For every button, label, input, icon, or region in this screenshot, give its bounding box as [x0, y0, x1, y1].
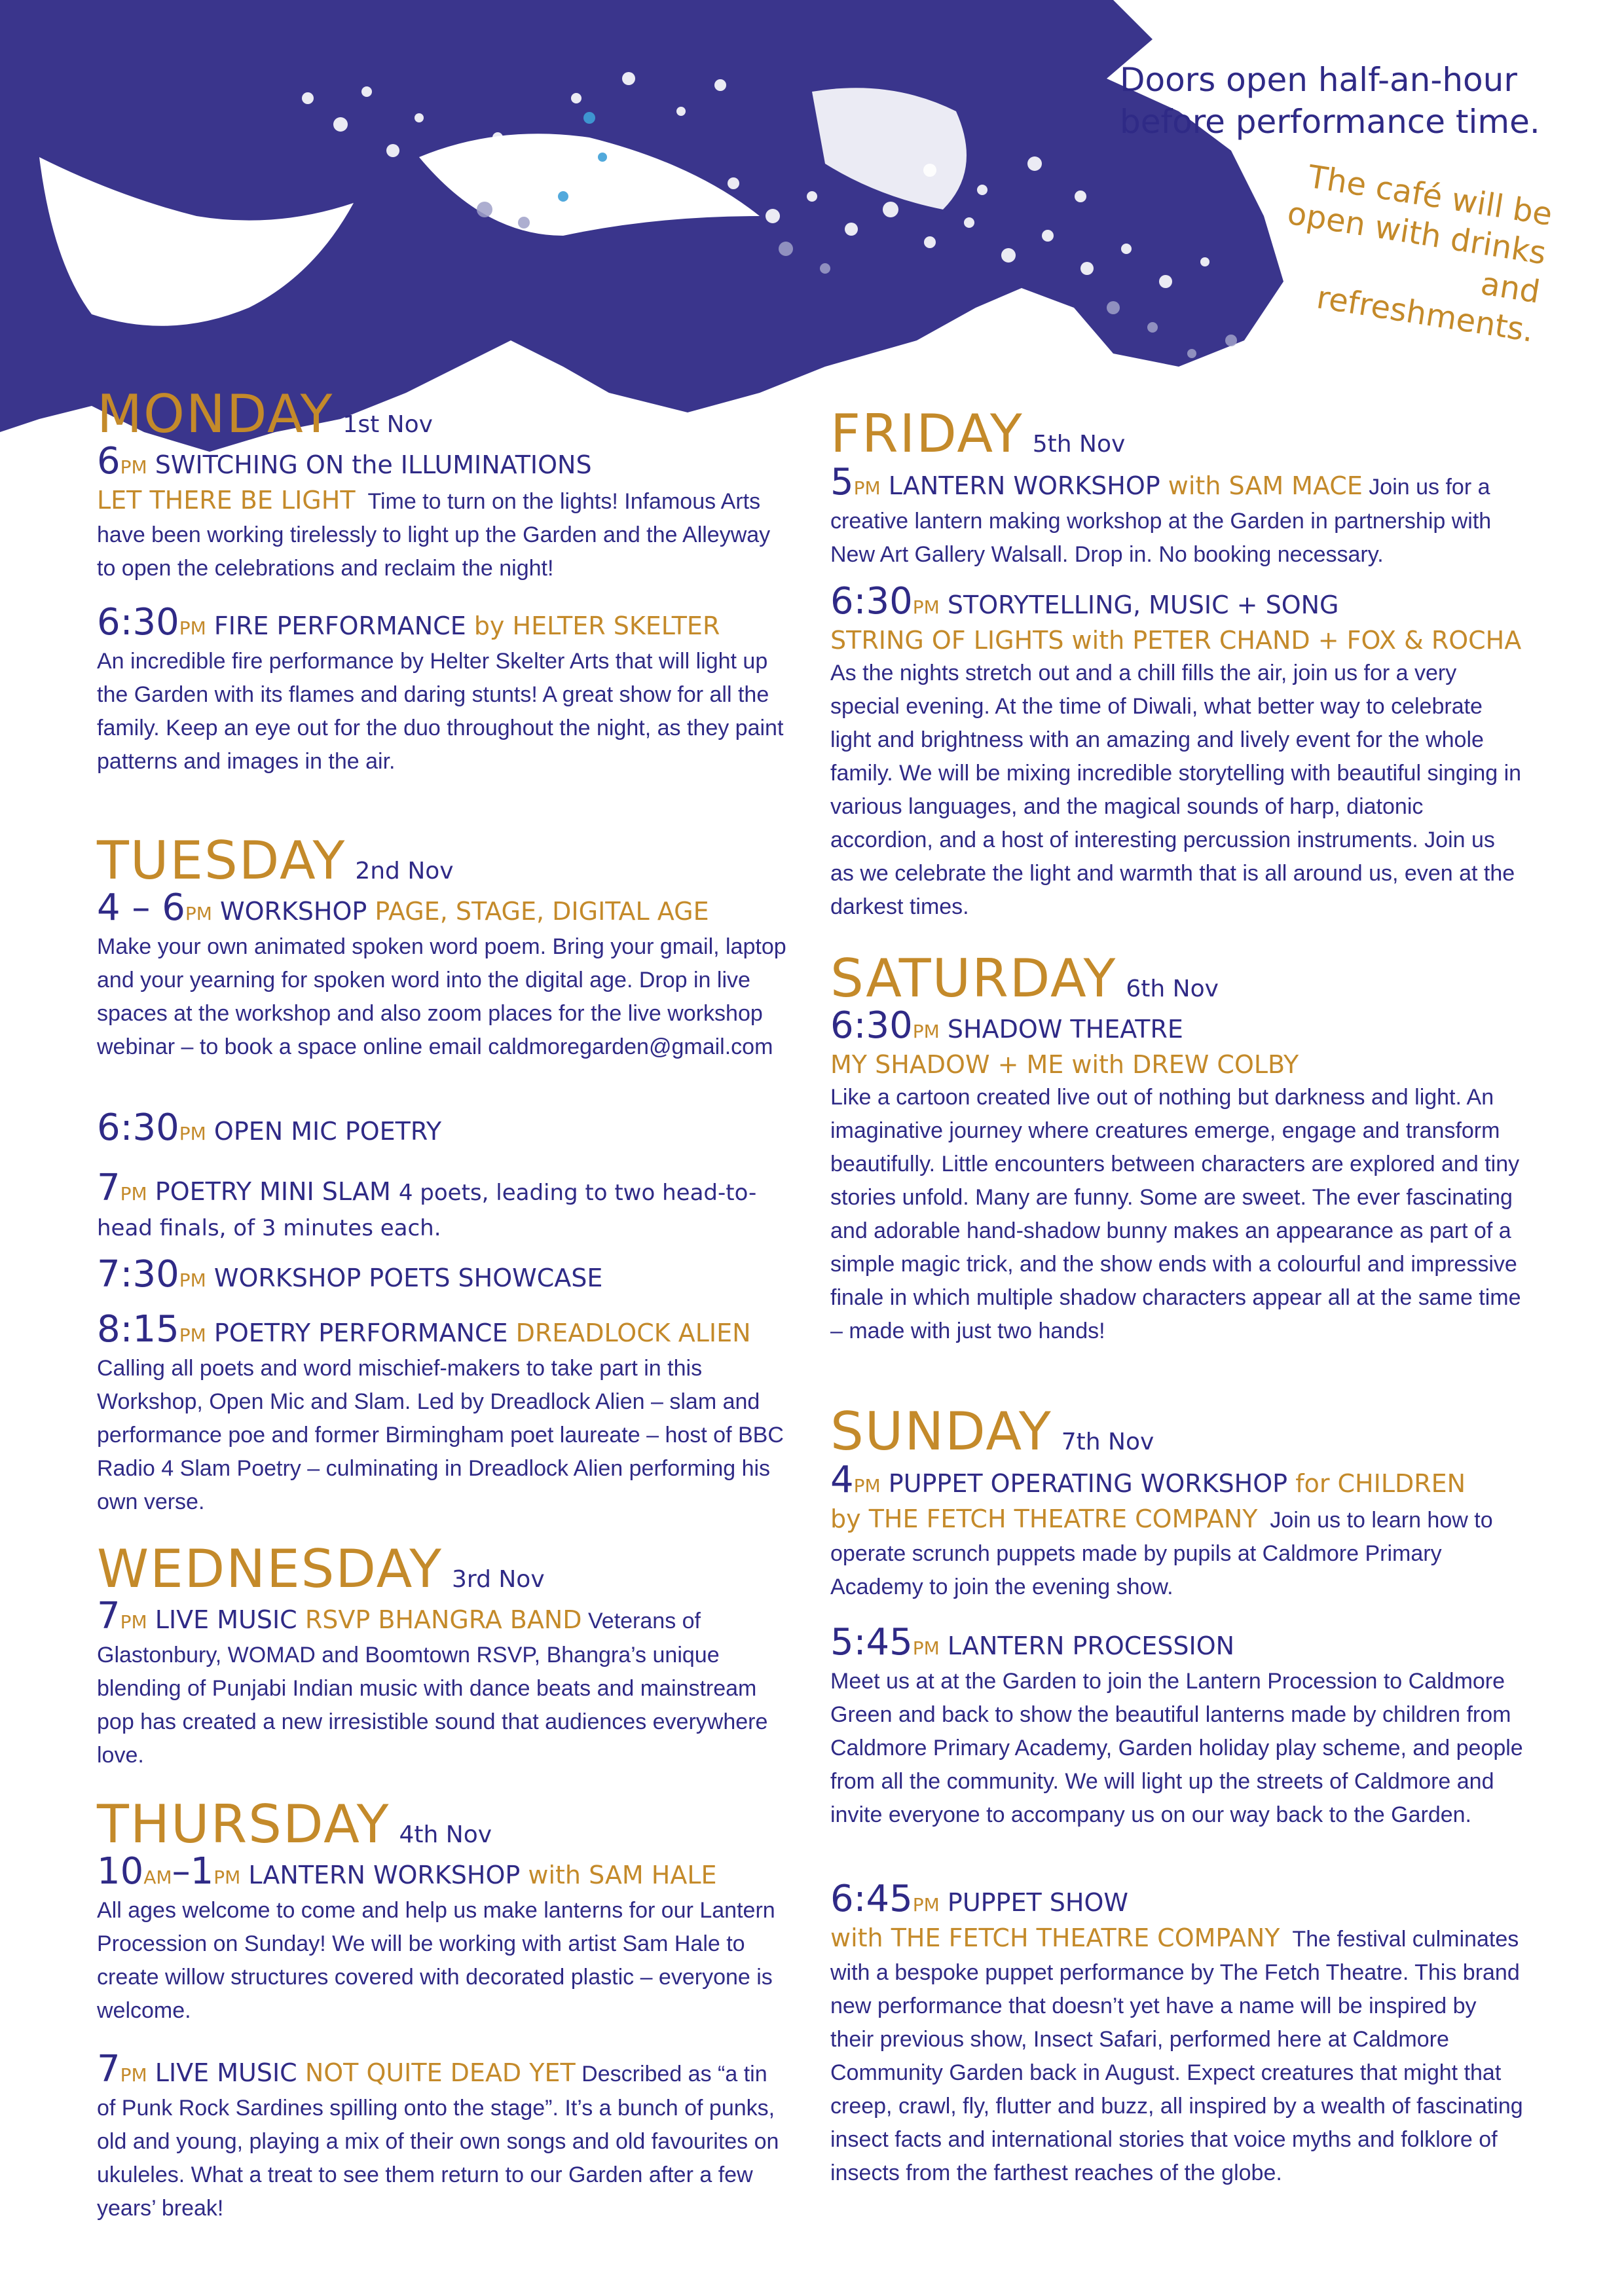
event-title: PUPPET SHOW: [947, 1888, 1128, 1917]
event-time: 10: [97, 1850, 144, 1893]
event-subtitle: by THE FETCH THEATRE COMPANY: [830, 1504, 1258, 1533]
event-title: LANTERN WORKSHOP: [248, 1861, 521, 1889]
event-title: PUPPET OPERATING WORKSHOP: [888, 1469, 1288, 1498]
event-subtitle: STRING OF LIGHTS with PETER CHAND + FOX & ROCHA: [830, 626, 1522, 655]
event-time: 6:30: [830, 580, 913, 623]
event-time-end: –1: [172, 1850, 214, 1893]
event-ampm: PM: [179, 1324, 206, 1346]
event: [97, 886, 791, 1064]
event-title-highlight: with SAM HALE: [528, 1861, 717, 1889]
event-description: Make your own animated spoken word poem. Bring your gmail, laptop and your yearning for spoken word into the digital age. Drop in live spaces at the workshop and also zoom places for the live workshop webinar – to book a space online email caldmoregarden@gmail.com: [97, 934, 786, 1059]
event-description: Meet us at at the Garden to join the Lantern Procession to Caldmore Green and back to show the beautiful lanterns made by children from Caldmore Primary Academy, Garden holiday play scheme, and people from all the community. We will light up the streets of Caldmore and invite everyone to accompany us on our way back to the Garden.: [830, 1669, 1523, 1827]
event-ampm-end: PM: [213, 1867, 241, 1888]
event: [97, 601, 791, 778]
event-ampm: PM: [853, 477, 881, 499]
event-title-highlight: with SAM MACE: [1168, 471, 1363, 500]
event-title: FIRE PERFORMANCE: [213, 611, 466, 640]
event-title-highlight: RSVP BHANGRA BAND: [304, 1605, 582, 1634]
event-title: LIVE MUSIC: [155, 1605, 297, 1634]
event-description: Join us for a creative lantern making workshop at the Garden in partnership with New Art Gallery Walsall. Drop in. No booking necessary.: [830, 475, 1492, 567]
event-ampm: PM: [120, 456, 147, 478]
day-tuesday: [97, 831, 791, 890]
event-ampm: PM: [912, 1021, 940, 1042]
event-time: 6:45: [830, 1878, 913, 1920]
event-title: POETRY PERFORMANCE: [213, 1319, 508, 1347]
event-time: 4: [830, 1459, 854, 1501]
day-name: FRIDAY: [830, 403, 1024, 464]
event-ampm: AM: [143, 1867, 172, 1888]
event-time: 6:30: [97, 601, 179, 644]
event: [830, 1004, 1524, 1348]
event-ampm: PM: [912, 1637, 940, 1659]
day-date: 5th Nov: [1032, 431, 1126, 458]
event-title-highlight: PAGE, STAGE, DIGITAL AGE: [375, 897, 709, 926]
event-subtitle: MY SHADOW + ME with DREW COLBY: [830, 1050, 1299, 1079]
day-thursday: [97, 1795, 791, 1854]
event-time: 6:30: [830, 1004, 913, 1047]
day-date: 1st Nov: [342, 411, 433, 438]
day-sunday: [830, 1402, 1524, 1461]
event: [97, 1167, 791, 1245]
event: [97, 1595, 791, 1772]
event-description: Calling all poets and word mischief-makers to take part in this Workshop, Open Mic and Slam. Led by Dreadlock Alien – slam and performance poe and former Birmingham poet laureate – host of BBC Radio 4 Slam Poetry – culminating in Dreadlock Alien performing his own verse.: [97, 1356, 784, 1514]
event-title-highlight: DREADLOCK ALIEN: [515, 1319, 751, 1347]
event: [830, 1878, 1524, 2190]
day-name: TUESDAY: [97, 830, 346, 891]
event-description: Time to turn on the lights! Infamous Arts have been working tirelessly to light up the Garden and the Alleyway to open the celebrations and reclaim the night!: [97, 489, 771, 581]
cafe-notice: The café will be open with drinks and refreshments.: [1285, 158, 1555, 350]
event: [97, 2048, 791, 2225]
event-title: STORYTELLING, MUSIC + SONG: [947, 591, 1339, 619]
event: [97, 440, 791, 585]
event-description: All ages welcome to come and help us make lanterns for our Lantern Procession on Sunday! We will be working with artist Sam Hale to create willow structures covered with decorated plastic – everyone is welcome.: [97, 1898, 775, 2023]
event: [830, 461, 1524, 572]
day-name: SUNDAY: [830, 1401, 1052, 1462]
day-heading: [97, 385, 791, 444]
event-ampm: PM: [912, 1894, 940, 1916]
event-ampm: PM: [120, 1611, 147, 1633]
day-name: WEDNESDAY: [97, 1539, 443, 1599]
day-name: SATURDAY: [830, 948, 1117, 1009]
event-subtitle: with THE FETCH THEATRE COMPANY: [830, 1923, 1280, 1952]
event-ampm: PM: [853, 1475, 881, 1497]
day-saturday: [830, 949, 1524, 1008]
event-title-highlight: NOT QUITE DEAD YET: [304, 2058, 576, 2087]
event-time: 6: [97, 440, 120, 483]
day-wednesday: [97, 1540, 791, 1599]
event: [97, 1253, 791, 1297]
event-ampm: PM: [185, 903, 212, 924]
event-title: SWITCHING ON the ILLUMINATIONS: [155, 450, 592, 479]
day-date: 4th Nov: [399, 1821, 492, 1848]
event: [830, 1459, 1524, 1604]
event-time: 5: [830, 461, 854, 503]
day-name: THURSDAY: [97, 1794, 390, 1855]
event-title: LANTERN PROCESSION: [947, 1631, 1235, 1660]
event-ampm: PM: [179, 617, 206, 639]
event-title: POETRY MINI SLAM: [155, 1177, 391, 1206]
day-name: MONDAY: [97, 384, 334, 445]
event-description: Like a cartoon created live out of nothing but darkness and light. An imaginative journey where creatures emerge, engage and transform beautifully. Little encounters between characters are explored and tiny stories unfold. Many are funny. Some are sweet. The ever fascinating and adorable hand-shadow bunny makes an appearance as part of a simple magic trick, and the show ends with a colourful and impressive finale in which multiple shadow characters appear all at the same time – made with just two hands!: [830, 1085, 1521, 1343]
event-title-highlight: by HELTER SKELTER: [473, 611, 720, 640]
event-description: The festival culminates with a bespoke puppet performance by The Fetch Theatre. This brand new performance that doesn’t yet have a name will be inspired by their previous show, Insect Safari, performed here at Caldmore Community Garden back in August. Expect creatures that might that creep, crawl, fly, flutter and buzz, all inspired by a wealth of fascinating insect facts and international stories that voice myths and folklore of insects from the farthest reaches of the globe.: [830, 1927, 1523, 2185]
event: [830, 580, 1524, 924]
event-time: 7:30: [97, 1253, 179, 1296]
event-time: 8:15: [97, 1308, 179, 1351]
event: [830, 1621, 1524, 1832]
day-date: 3rd Nov: [452, 1566, 545, 1593]
event-description: 4 poets, leading to two head-to-head finals, of 3 minutes each.: [97, 1180, 757, 1241]
event-time: 4 – 6: [97, 886, 185, 929]
event-description: Veterans of Glastonbury, WOMAD and Boomtown RSVP, Bhangra’s unique blending of Punjabi Indian music with dance beats and mainstream pop has created a new irresistible sound that audiences everywhere love.: [97, 1609, 768, 1768]
day-date: 7th Nov: [1061, 1429, 1154, 1455]
event-title-highlight: for CHILDREN: [1295, 1469, 1466, 1498]
event-ampm: PM: [179, 1123, 206, 1144]
event-title: WORKSHOP POETS SHOWCASE: [213, 1264, 603, 1292]
event-time: 7: [97, 1595, 120, 1637]
doors-notice: Doors open half-an-hour before performance time.: [1120, 61, 1540, 141]
event-time: 5:45: [830, 1621, 913, 1664]
event-title: LANTERN WORKSHOP: [888, 471, 1160, 500]
event-title: SHADOW THEATRE: [947, 1015, 1183, 1044]
event-ampm: PM: [912, 596, 940, 618]
event: [97, 1106, 791, 1150]
event-title: WORKSHOP: [220, 897, 367, 926]
day-date: 2nd Nov: [355, 858, 454, 884]
event-description: Join us to learn how to operate scrunch puppets made by pupils at Caldmore Primary Academy to join the evening show.: [830, 1508, 1493, 1599]
event: [97, 1850, 791, 2028]
day-date: 6th Nov: [1126, 975, 1219, 1002]
event-title: OPEN MIC POETRY: [213, 1117, 442, 1146]
event-time: 7: [97, 1167, 120, 1209]
event-title: LIVE MUSIC: [155, 2058, 297, 2087]
event: [97, 1308, 791, 1519]
event-ampm: PM: [120, 2064, 147, 2086]
event-description: As the nights stretch out and a chill fills the air, join us for a very special evening. At the time of Diwali, what better way to celebrate light and brightness with an amazing and lively event for the whole family. We will be mixing incredible storytelling with beautiful singing in various languages, and the magical sounds of harp, diatonic accordion, and a host of interesting percussion instruments. Join us as we celebrate the light and warmth that is all around us, even at the darkest times.: [830, 661, 1522, 919]
event-ampm: PM: [120, 1183, 147, 1205]
day-monday: [97, 385, 791, 444]
event-time: 7: [97, 2048, 120, 2090]
event-time: 6:30: [97, 1106, 179, 1149]
event-description: An incredible fire performance by Helter Skelter Arts that will light up the Garden with its flames and daring stunts! A great show for all the family. Keep an eye out for the duo throughout the night, as they paint patterns and images in the air.: [97, 649, 784, 774]
day-friday: [830, 405, 1524, 464]
event-subtitle: LET THERE BE LIGHT: [97, 486, 356, 515]
event-ampm: PM: [179, 1269, 206, 1291]
event-description: Described as “a tin of Punk Rock Sardines spilling onto the stage”. It’s a bunch of punks, old and young, playing a mix of their own songs and old favourites on ukuleles. What a treat to see them return to our Garden after a few years’ break!: [97, 2062, 779, 2221]
